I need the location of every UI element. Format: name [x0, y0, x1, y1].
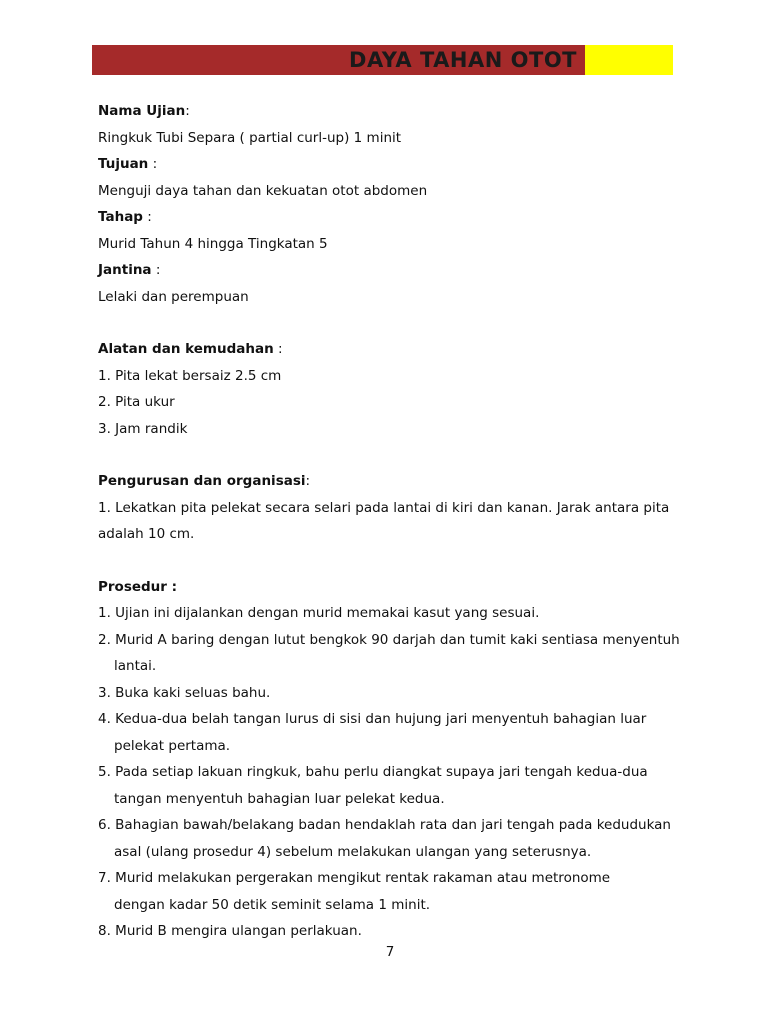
page-title: DAYA TAHAN OTOT: [349, 48, 577, 72]
tujuan-sep: :: [148, 156, 158, 172]
prosedur-item-line: 4. Kedua-dua belah tangan lurus di sisi dan hujung jari menyentuh bahagian luar: [98, 711, 647, 727]
prosedur-item-continuation: pelekat pertama.: [114, 737, 231, 754]
tahap-heading: [98, 204, 688, 231]
nama-ujian-heading: [98, 98, 688, 125]
tahap-label: Tahap: [98, 209, 143, 225]
nama-ujian-sep: :: [185, 103, 190, 119]
pengurusan-item-line: adalah 10 cm.: [98, 526, 195, 542]
prosedur-item-line: 8. Murid B mengira ulangan perlakuan.: [98, 923, 362, 939]
tujuan-heading: [98, 151, 688, 178]
prosedur-item-line: 3. Buka kaki seluas bahu.: [98, 684, 271, 701]
banner-yellow-block: [585, 45, 673, 75]
prosedur-heading: Prosedur :: [98, 578, 178, 595]
jantina-value: Lelaki dan perempuan: [98, 288, 249, 305]
nama-ujian-label: Nama Ujian: [98, 103, 186, 119]
page-number: 7: [385, 944, 395, 960]
prosedur-item-continuation: tangan menyentuh bahagian luar pelekat kedua.: [114, 790, 445, 807]
alatan-item: 1. Pita lekat bersaiz 2.5 cm: [98, 367, 282, 384]
pengurusan-heading: [98, 468, 688, 495]
prosedur-item-line: 1. Ujian ini dijalankan dengan murid memakai kasut yang sesuai.: [98, 605, 540, 621]
jantina-sep: :: [151, 262, 161, 278]
pengurusan-sep: :: [305, 473, 311, 489]
alatan-label: Alatan dan kemudahan: [98, 341, 274, 357]
title-banner: [92, 45, 673, 75]
prosedur-item-line: 7. Murid melakukan pergerakan mengikut rentak rakaman atau metronome: [98, 870, 611, 886]
tahap-sep: :: [142, 209, 152, 225]
pengurusan-item-line: 1. Lekatkan pita pelekat secara selari pada lantai di kiri dan kanan. Jarak antara pita: [98, 499, 670, 516]
section-gap: [98, 548, 688, 574]
section-gap: [98, 310, 688, 336]
prosedur-item-line: 6. Bahagian bawah/belakang badan hendaklah rata dan jari tengah pada kedudukan: [98, 817, 671, 833]
banner-red-block: [92, 45, 585, 75]
pengurusan-label: Pengurusan dan organisasi: [98, 473, 306, 489]
prosedur-item-continuation: dengan kadar 50 detik seminit selama 1 minit.: [114, 896, 431, 913]
nama-ujian-value: Ringkuk Tubi Separa ( partial curl-up) 1 minit: [98, 129, 402, 146]
tahap-value: Murid Tahun 4 hingga Tingkatan 5: [98, 235, 328, 252]
alatan-sep: :: [273, 341, 283, 357]
section-gap: [98, 442, 688, 468]
prosedur-item-continuation: asal (ulang prosedur 4) sebelum melakukan ulangan yang seterusnya.: [114, 843, 592, 860]
alatan-item: 3. Jam randik: [98, 420, 188, 437]
alatan-heading: [98, 336, 688, 363]
prosedur-item-line: 5. Pada setiap lakuan ringkuk, bahu perlu diangkat supaya jari tengah kedua-dua: [98, 764, 648, 780]
jantina-label: Jantina: [98, 262, 152, 278]
document-body: [98, 98, 688, 945]
prosedur-item-line: 2. Murid A baring dengan lutut bengkok 90 darjah dan tumit kaki sentiasa menyentuh: [98, 631, 680, 648]
prosedur-item-continuation: lantai.: [114, 658, 157, 674]
tujuan-value: Menguji daya tahan dan kekuatan otot abdomen: [98, 182, 428, 199]
jantina-heading: [98, 257, 688, 284]
alatan-item: 2. Pita ukur: [98, 394, 175, 410]
tujuan-label: Tujuan: [98, 156, 149, 172]
